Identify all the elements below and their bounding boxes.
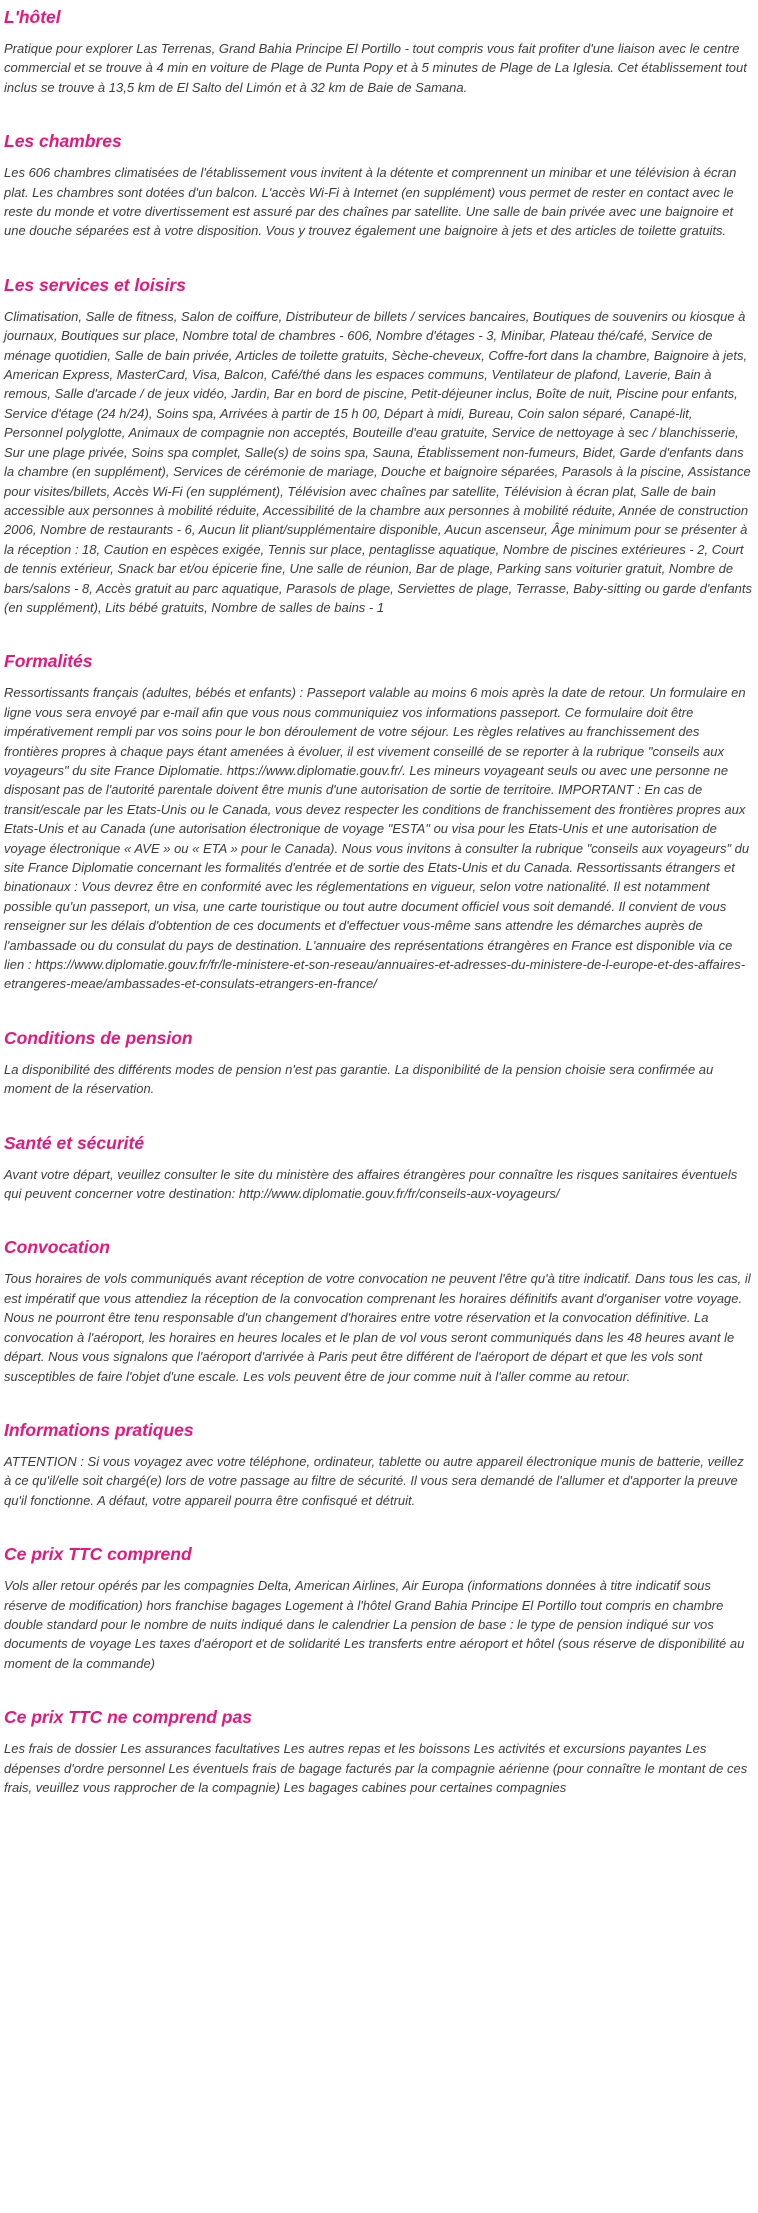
section-formalities — [4, 650, 754, 994]
section-heading-hotel: L'hôtel — [4, 7, 61, 27]
section-body-board-conditions: La disponibilité des différents modes de pension n'est pas garantie. La disponibilité de la pension choisie sera confirmée au moment de la réservation. — [4, 1061, 714, 1097]
section-body-formalities: Ressortissants français (adultes, bébés et enfants) : Passeport valable au moins 6 mois après la date de retour. Un formulaire en ligne vous sera envoyé par e-mail afin que vous nous communiquiez vos informations passeport. Ce formulaire doit être impérativement rempli par vos soins pour le bon déroulement de votre séjour. Les règles relatives au franchissement des frontières propres à chaque pays étant amenées à évoluer, il est vivement conseillé de se reporter à la rubrique "conseils aux voyageurs" du site France Diplomatie. https://www.diplomatie.gouv.fr/. Les mineurs voyageant seuls ou avec une personne ne disposant pas de l'autorité parentale doivent être munis d'une autorisation de sortie de territoire. IMPORTANT : En cas de transit/escale par les Etats-Unis ou le Canada, vous devez respecter les conditions de franchissement des frontières propres aux Etats-Unis et au Canada (une autorisation électronique de voyage "ESTA" ou visa pour les Etats-Unis et une autorisation de voyage électronique « AVE » ou « ETA » pour le Canada). Nous vous invitons à consulter la rubrique "conseils aux voyageurs" du site France Diplomatie concernant les formalités d'entrée et de sortie des Etats-Unis et du Canada. Ressortissants étrangers et binationaux : Vous devrez être en conformité avec les réglementations en vigueur, selon votre nationalité. Il est notamment possible qu'un passeport, un visa, une carte touristique ou tout autre document officiel vous soit demandé. Il convient de vous renseigner sur les délais d'obtention de ces documents et d'effectuer vous-même sans attendre les démarches auprès de l'ambassade ou du consulat du pays de destination. L'annuaire des représentations étrangères en France est disponible via ce lien : https://www.diplomatie.gouv.fr/fr/le-ministere-et-son-reseau/annuaires-et-adresses-du-ministere-de-l-europe-et-des-affaires-etrangeres-meae/ambassades-et-consulats-etrangers-en-france/ — [4, 685, 750, 992]
section-convocation — [4, 1236, 754, 1385]
section-services-leisure — [4, 274, 754, 618]
section-heading-board-conditions: Conditions de pension — [4, 1027, 193, 1048]
section-rooms — [4, 130, 754, 241]
section-body-convocation: Tous horaires de vols communiqués avant réception de votre convocation ne peuvent l'être qu'à titre indicatif. Dans tous les cas, il est impératif que vous attendiez la réception de la convocation comprenant les horaires définitifs avant d'organiser votre voyage. Nous ne pourront être tenu responsable d'un changement d'horaires entre votre réservation et la convocation définitive. La convocation à l'aéroport, les horaires en heures locales et le plan de vol vous seront communiqués dans les 48 heures avant le départ. Nous vous signalons que l'aéroport d'arrivée à Paris peut être différent de l'aéroport de départ et que les vols sont susceptibles de faire l'objet d'une escale. Les vols peuvent être de jour comme nuit à l'aller comme au retour. — [4, 1271, 751, 1384]
section-heading-rooms: Les chambres — [4, 131, 122, 152]
section-body-services-leisure: Climatisation, Salle de fitness, Salon de coiffure, Distributeur de billets / services bancaires, Boutiques de souvenirs ou kiosque à journaux, Boutiques sur place, Nombre total de chambres - 606, Nombre d'étages - 3, Minibar, Plateau thé/café, Service de ménage quotidien, Salle de bain privée, Articles de toilette gratuits, Sèche-cheveux, Coffre-fort dans la chambre, Baignoire à jets, American Express, MasterCard, Visa, Balcon, Café/thé dans les espaces communs, Ventilateur de plafond, Laverie, Bain à remous, Salle d'arcade / de jeux vidéo, Jardin, Bar en bord de piscine, Petit-déjeuner inclus, Boîte de nuit, Piscine pour enfants, Service d'étage (24 h/24), Soins spa, Arrivées à partir de 15 h 00, Départ à midi, Bureau, Coin salon séparé, Canapé-lit, Personnel polyglotte, Animaux de compagnie non acceptés, Bouteille d'eau gratuite, Service de nettoyage à sec / blanchisserie, Sur une plage privée, Soins spa complet, Salle(s) de soins spa, Sauna, Établissement non-fumeurs, Bidet, Garde d'enfants dans la chambre (en supplément), Services de cérémonie de mariage, Douche et baignoire séparées, Parasols à la piscine, Assistance pour visites/billets, Accès Wi-Fi (en supplément), Télévision avec chaînes par satellite, Télévision à écran plat, Salle de bain accessible aux personnes à mobilité réduite, Accessibilité de la chambre aux personnes à mobilité réduite, Année de construction 2006, Nombre de restaurants - 6, Aucun lit pliant/supplémentaire disponible, Aucun ascenseur, Âge minimum pour se présenter à la réception : 18, Caution en espèces exigée, Tennis sur place, pentaglisse aquatique, Nombre de piscines extérieures - 2, Court de tennis extérieur, Snack bar et/ou épicerie fine, Une salle de réunion, Bar de plage, Parking sans voiturier gratuit, Nombre de bars/salons - 8, Accès gratuit au parc aquatique, Parasols de plage, Serviettes de plage, Terrasse, Baby-sitting ou garde d'enfants (en supplément), Lits bébé gratuits, Nombre de salles de bains - 1 — [4, 308, 753, 615]
section-body-price-includes: Vols aller retour opérés par les compagnies Delta, American Airlines, Air Europa (informations données à titre indicatif sous réserve de modification) hors franchise bagages Logement à l'hôtel Grand Bahia Principe El Portillo tout compris en chambre double standard pour le nombre de nuits indiqué dans le calendrier La pension de base : le type de pension indiqué sur vos documents de voyage Les taxes d'aéroport et de solidarité Les transferts entre aéroport et hôtel (sous réserve de disponibilité au moment de la commande) — [4, 1578, 745, 1671]
section-heading-services-leisure: Les services et loisirs — [4, 274, 186, 295]
section-board-conditions — [4, 1027, 754, 1099]
section-hotel — [4, 6, 754, 97]
section-body-hotel: Pratique pour explorer Las Terrenas, Grand Bahia Principe El Portillo - tout compris vous fait profiter d'une liaison avec le centre commercial et se trouve à 4 min en voiture de Plage de Punta Popy et à 5 minutes de Plage de La Iglesia. Cet établissement tout inclus se trouve à 13,5 km de El Salto del Limón et à 32 km de Baie de Samana. — [4, 41, 747, 95]
section-heading-practical-info: Informations pratiques — [4, 1419, 194, 1440]
section-body-practical-info: ATTENTION : Si vous voyagez avec votre téléphone, ordinateur, tablette ou autre appareil électronique munis de batterie, veillez à ce qu'il/elle soit chargé(e) lors de votre passage au filtre de sécurité. Il vous sera demandé de l'allumer et d'apporter la preuve qu'il fonctionne. A défaut, votre appareil pourra être confisqué et détruit. — [4, 1453, 744, 1508]
section-health-safety — [4, 1132, 754, 1204]
section-price-includes — [4, 1543, 754, 1673]
section-heading-formalities: Formalités — [4, 651, 93, 672]
section-heading-health-safety: Santé et sécurité — [4, 1132, 145, 1153]
section-body-price-excludes: Les frais de dossier Les assurances facultatives Les autres repas et les boissons Les activités et excursions payantes Les dépenses d'ordre personnel Les éventuels frais de bagage facturés par la compagnie aérienne (pour connaître le montant de ces frais, veuillez vous rapprocher de la compagnie) Les bagages cabines pour certaines compagnies — [4, 1741, 748, 1795]
section-heading-price-includes: Ce prix TTC comprend — [4, 1544, 192, 1565]
section-price-excludes — [4, 1706, 754, 1797]
section-heading-convocation: Convocation — [4, 1237, 110, 1258]
section-heading-price-excludes: Ce prix TTC ne comprend pas — [4, 1707, 252, 1728]
section-practical-info — [4, 1419, 754, 1510]
section-body-health-safety: Avant votre départ, veuillez consulter le site du ministère des affaires étrangères pour connaître les risques sanitaires éventuels qui peuvent concerner votre destination: http://www.diplomatie.gouv.fr/fr/conseils-aux-voyageurs/ — [4, 1166, 738, 1202]
section-body-rooms: Les 606 chambres climatisées de l'établissement vous invitent à la détente et comprennent un minibar et une télévision à écran plat. Les chambres sont dotées d'un balcon. L'accès Wi-Fi à Internet (en supplément) vous permet de rester en contact avec le reste du monde et votre divertissement est assuré par des chaînes par satellite. Une salle de bain privée avec une baignoire et une douche séparées est à votre disposition. Vous y trouvez également une baignoire à jets et des articles de toilette gratuits. — [4, 165, 737, 239]
